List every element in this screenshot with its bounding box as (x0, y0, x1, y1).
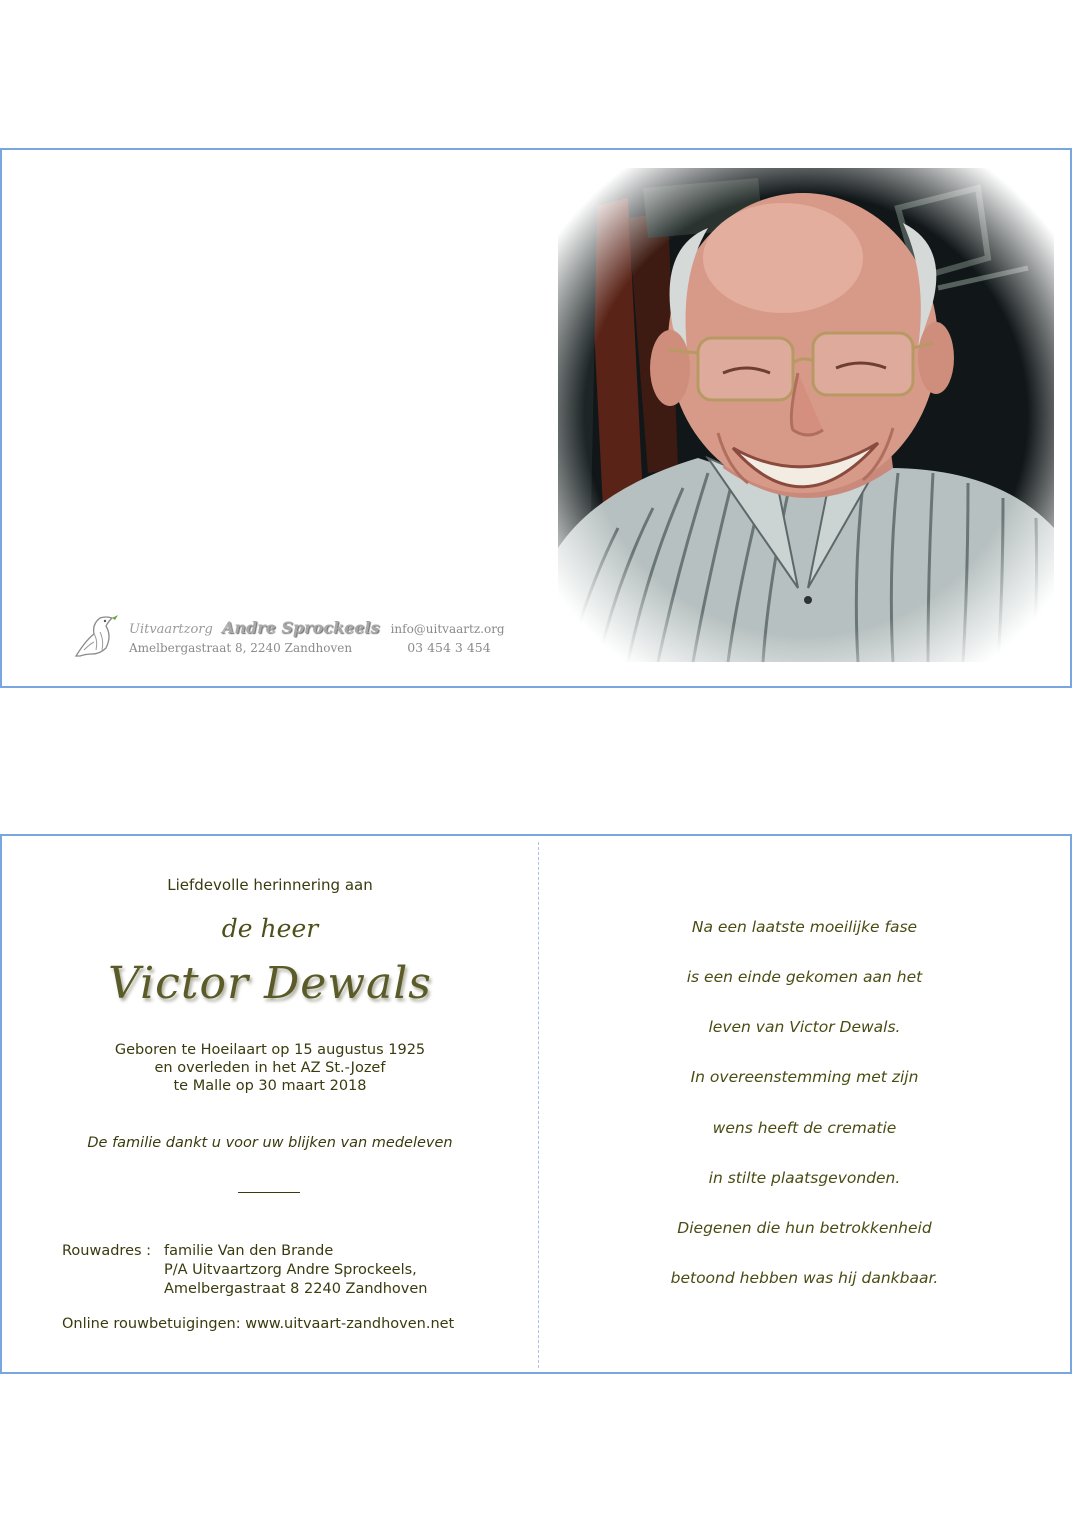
poem-line: leven van Victor Dewals. (708, 1018, 901, 1036)
logo-prefix: Uitvaartzorg (129, 622, 213, 637)
honorific-title: de heer (221, 914, 319, 943)
life-details (2, 1041, 538, 1095)
address-lines (164, 1242, 428, 1299)
left-page (2, 836, 538, 1372)
family-thanks: De familie dankt u voor uw blijken van medeleven (87, 1135, 453, 1151)
logo-title-line (129, 618, 505, 637)
poem-line: in stilte plaatsgevonden. (708, 1169, 901, 1187)
address-line: familie Van den Brande (164, 1243, 334, 1259)
memorial-intro: Liefdevolle herinnering aan (167, 876, 373, 894)
address-line: Amelbergastraat 8 2240 Zandhoven (164, 1281, 428, 1297)
portrait-photo (558, 168, 1054, 662)
address-label: Rouwadres : (62, 1243, 152, 1259)
card-inside (0, 834, 1072, 1374)
logo-email[interactable]: info@uitvaartz.org (390, 622, 505, 636)
poem-line: In overeenstemming met zijn (690, 1068, 919, 1086)
birth-line: Geboren te Hoeilaart op 15 augustus 1925 (114, 1042, 426, 1058)
dove-icon (72, 610, 122, 660)
poem-line: wens heeft de crematie (712, 1119, 897, 1137)
online-condolences-link[interactable]: Online rouwbetuigingen: www.uitvaart-zandhoven.net (62, 1316, 455, 1332)
logo-brand: Andre Sprockeels (221, 618, 380, 637)
funeral-home-logo (72, 610, 505, 662)
card-front (0, 148, 1072, 688)
death-place-line: en overleden in het AZ St.-Jozef (154, 1060, 386, 1076)
deceased-name: Victor Dewals (108, 958, 432, 1009)
short-divider (238, 1192, 300, 1193)
right-page (539, 836, 1070, 1372)
poem-line: Diegenen die hun betrokkenheid (677, 1219, 932, 1237)
logo-phone: 03 454 3 454 (407, 640, 491, 655)
poem-line: betoond hebben was hij dankbaar. (670, 1269, 939, 1287)
logo-address-line (129, 637, 491, 656)
poem-line: Na een laatste moeilijke fase (691, 918, 918, 936)
poem-line: is een einde gekomen aan het (686, 968, 923, 986)
death-date-line: te Malle op 30 maart 2018 (173, 1078, 367, 1094)
portrait-image (558, 168, 1054, 662)
logo-address: Amelbergastraat 8, 2240 Zandhoven (129, 641, 353, 655)
address-line: P/A Uitvaartzorg Andre Sprockeels, (164, 1262, 417, 1278)
